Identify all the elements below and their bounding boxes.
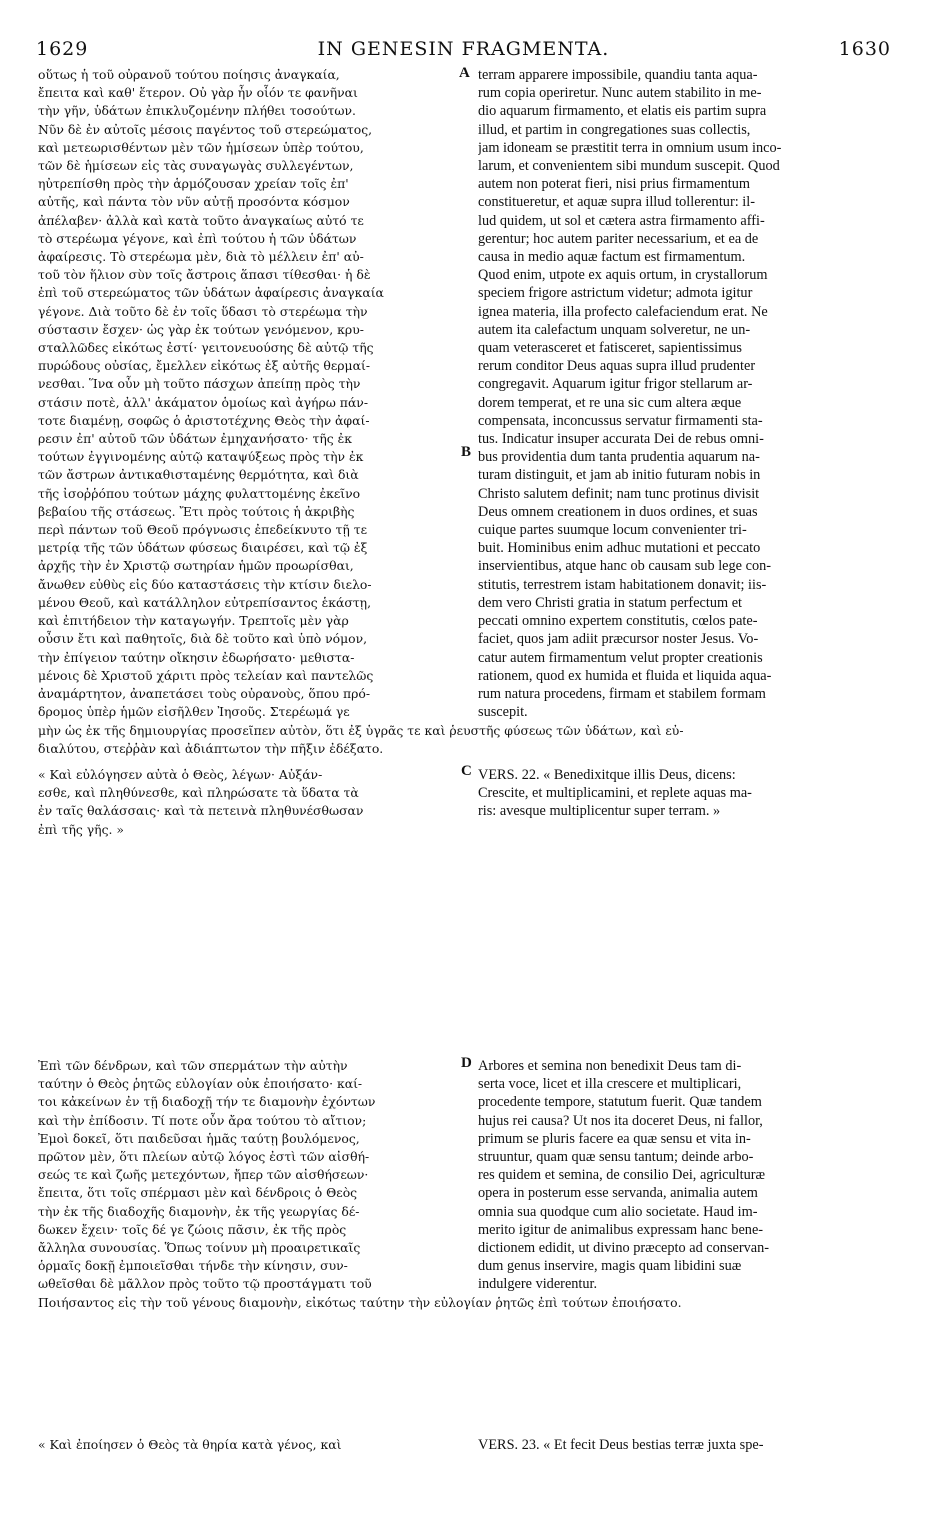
text-line: « Καὶ εὐλόγησεν αὐτὰ ὁ Θεὸς, λέγων· Αὐξάν- bbox=[38, 767, 323, 782]
text-line: καὶ μετεωρισθέντων μὲν τῶν ἡμίσεων ὑπὲρ τούτου, bbox=[38, 139, 364, 155]
margin-mark-d: D bbox=[461, 1055, 472, 1071]
text-line: terram apparere impossibile, quandiu tanta aqua- bbox=[478, 67, 758, 83]
text-line: Christo salutem definit; nam tunc protinus divisit bbox=[478, 485, 760, 502]
latin-verse-22 bbox=[478, 766, 890, 821]
text-line: περὶ πάντων τοῦ Θεοῦ πρόγνωσις ἐπεδείκνυτο τῇ τε bbox=[38, 522, 368, 538]
text-line: ἀναμάρτητον, ἀναπετάσει τοὺς οὐρανοὺς, ὅπου πρό- bbox=[38, 685, 371, 701]
greek-verse-23 bbox=[38, 1436, 462, 1454]
text-line: serta voce, licet et illa crescere et multiplicari, bbox=[478, 1076, 742, 1093]
text-line: omnia sua quodque cum alio societate. Haud im- bbox=[478, 1203, 758, 1220]
text-line: ἄνωθεν εὐθὺς εἰς δύο καταστάσεις τὴν κτίσιν διελο- bbox=[38, 576, 372, 592]
text-line: merito igitur de animalibus expressam hanc bene- bbox=[478, 1221, 764, 1238]
text-line: νεσθαι. Ἵνα οὖν μὴ τοῦτο πάσχων ἀπείπῃ πρὸς τὴν bbox=[38, 376, 361, 392]
text-line: causa in medio aquæ factum est firmamentum. bbox=[478, 249, 746, 266]
text-line: τὴν ἐπίγειον ταύτην οἴκησιν ἐδωρήσατο· μεθιστα- bbox=[38, 649, 355, 665]
text-line: τοτε διαμένῃ, σοφῶς ὁ ἀριστοτέχνης Θεὸς τὴν ἀφαί- bbox=[38, 412, 370, 428]
text-line: buit. Hominibus enim adhuc mutationi et peccato bbox=[478, 540, 761, 557]
text-line: τῶν δὲ ἡμίσεων εἰς τὰς συναγωγὰς συλλεγέντων, bbox=[38, 158, 354, 174]
text-line: γέγονε. Διὰ τοῦτο δὲ ἐν τοῖς ὕδασι τὸ στερέωμα τὴν bbox=[38, 303, 368, 319]
text-line: στάσιν ποτὲ, ἀλλ' ἀκάματον ὁμοίως καὶ ἀγήρω πάν- bbox=[38, 394, 369, 410]
text-line: σεώς τε καὶ ζωῆς μετεχόντων, ἤπερ τῶν αἰσθήσεων· bbox=[38, 1167, 369, 1183]
text-line: τοῦ τὸν ἥλιον σὺν τοῖς ἄστροις ἅπασι τίθεσθαι· ἡ δὲ bbox=[38, 267, 371, 283]
page-number-right: 1630 bbox=[838, 38, 891, 60]
text-line: larum, et convenientem sibi mundum suscepit. Quod bbox=[478, 158, 780, 175]
text-line: σταλλῶδες εἰκότως ἐστί· γειτονευούσης δὲ αὐτῷ τῆς bbox=[38, 340, 374, 356]
text-line: καὶ τὴν ἐπίδοσιν. Τί ποτε οὖν ἄρα τούτου τὸ αἴτιον; bbox=[38, 1112, 367, 1128]
text-line: catur autem firmamentum velut propter creationis bbox=[478, 649, 763, 666]
text-line: ωθεῖσθαι δὲ μᾶλλον πρὸς τοῦτο τῷ προστάγματι τοῦ bbox=[38, 1276, 372, 1292]
text-line: ταύτην ὁ Θεὸς ῥητῶς εὐλογίαν οὐκ ἐποιήσατο· καί- bbox=[38, 1076, 363, 1092]
greek-verse-22 bbox=[38, 766, 462, 839]
text-line: Ποιήσαντος εἰς τὴν τοῦ γένους διαμονὴν, εἰκότως ταύτην τὴν εὐλογίαν ῥητῶς ἐπὶ τούτων ἐποιήσατο. bbox=[38, 1295, 682, 1310]
text-line: δωκεν ἔχειν· τοῖς δέ γε ζώοις πᾶσιν, ἐκ τῆς πρὸς bbox=[38, 1221, 347, 1237]
greek-column-1 bbox=[38, 66, 462, 721]
text-line: lud quidem, ut sol et cætera astra firmamento affi- bbox=[478, 212, 765, 229]
text-line: constitueretur, et aquæ supra illud tollerentur: il- bbox=[478, 194, 755, 211]
text-line: Ἐπὶ τῶν δένδρων, καὶ τῶν σπερμάτων τὴν αὐτὴν bbox=[38, 1058, 348, 1073]
text-line: rationem, quod ex humida et fluida et liquida aqua- bbox=[478, 667, 772, 684]
text-line: dum genus inservire, magis quam libidini suæ bbox=[478, 1258, 742, 1275]
text-line: μένοις δὲ Χριστοῦ χάριτι πρὸς τελείαν καὶ παντελῶς bbox=[38, 667, 374, 683]
text-line: autem non poterat fieri, nisi prius firmamentum bbox=[478, 176, 750, 193]
text-line: bus providentia dum tanta prudentia aquarum na- bbox=[478, 449, 760, 466]
text-line: stitutis, terrestrem istam habitationem donavit; iis- bbox=[478, 576, 767, 593]
text-line: dictionem edidit, ut divino præcepto ad conservan- bbox=[478, 1240, 770, 1257]
text-line: peccati omnino expertem constitutis, cœlos pate- bbox=[478, 613, 758, 630]
text-line: « Καὶ ἐποίησεν ὁ Θεὸς τὰ θηρία κατὰ γένος, καὶ bbox=[38, 1437, 342, 1452]
margin-mark-c: C bbox=[461, 763, 472, 779]
text-line: Arbores et semina non benedixit Deus tam di- bbox=[478, 1058, 742, 1074]
text-line: ἄλληλα συνουσίας. Ὅπως τοίνυν μὴ προαιρετικαῖς bbox=[38, 1240, 361, 1256]
text-line: Crescite, et multiplicamini, et replete aquas ma- bbox=[478, 785, 752, 802]
text-line: μὴν ὡς ἐκ τῆς δημιουργίας προσεῖπεν αὐτὸν, ὅτι ἐξ ὑγρᾶς τε καὶ ῥευστῆς φύσεως τῶν ὑδάτων, καὶ εὐ- bbox=[38, 723, 684, 738]
text-line: autem ita calefactum unquam solveretur, ne un- bbox=[478, 321, 751, 338]
text-line: οὖσιν ἔτι καὶ παθητοῖς, διὰ δὲ τοῦτο καὶ ὑπὸ νόμον, bbox=[38, 631, 368, 647]
latin-verse-23 bbox=[478, 1436, 890, 1454]
text-line: ἔπειτα καὶ καθ' ἕτερον. Οὐ γὰρ ἦν οἷόν τε φανῆναι bbox=[38, 85, 358, 101]
text-line: ἐπὶ τῆς γῆς. » bbox=[38, 821, 124, 837]
text-line: Quod enim, utpote ex aquis ortum, in crystallorum bbox=[478, 267, 768, 284]
text-line: cuique partes suumque locum convenienter tri- bbox=[478, 522, 747, 539]
text-line: ἀπέλαβεν· ἀλλὰ καὶ κατὰ τοῦτο ἀναγκαίως αὐτό τε bbox=[38, 212, 364, 228]
text-line: ὁρμαῖς δοκῇ ἐμποιεῖσθαι τήνδε τὴν κίνησιν, συν- bbox=[38, 1258, 348, 1274]
text-line: μένου Θεοῦ, καὶ κατάλληλον εὐτρεπίσαντος ἑκάστῃ, bbox=[38, 594, 372, 610]
greek-column-3 bbox=[38, 1057, 462, 1294]
margin-mark-b: B bbox=[461, 444, 472, 460]
latin-column-1 bbox=[478, 66, 890, 721]
text-line: ἐπὶ τοῦ στερεώματος τῶν ὑδάτων ἀφαίρεσις ἀναγκαία bbox=[38, 285, 384, 301]
text-line: τούτων ἐγγινομένης αὐτῷ καταψύξεως πρὸς τὴν ἐκ bbox=[38, 449, 364, 465]
text-line: καὶ ἐπιτήδειον τὴν καταγωγήν. Τρεπτοῖς μὲν γὰρ bbox=[38, 613, 349, 629]
text-line: ἐν ταῖς θαλάσσαις· καὶ τὰ πετεινὰ πληθυνέσθωσαν bbox=[38, 803, 364, 819]
text-line: opera in posterum esse servanda, animalia autem bbox=[478, 1185, 758, 1202]
text-line: ηὐτρεπίσθη πρὸς τὴν ἁρμόζουσαν χρείαν τοῖς ἐπ' bbox=[38, 176, 349, 192]
text-line: indulgere viderentur. bbox=[478, 1276, 598, 1293]
text-line: primum se pluris facere ea quæ sensu et vita in- bbox=[478, 1130, 751, 1147]
latin-column-3 bbox=[478, 1057, 890, 1294]
text-line: ρεσιν ἐπ' αὐτοῦ τῶν ὑδάτων ἐμηχανήσατο· τῆς ἐκ bbox=[38, 431, 353, 447]
greek-continuation-2 bbox=[38, 1294, 890, 1312]
text-line: πυρώδους οὐσίας, ἔμελλεν εἰκότως ἐξ αὐτῆς θερμαί- bbox=[38, 358, 371, 374]
running-title: IN GENESIN FRAGMENTA. bbox=[317, 38, 610, 60]
text-line: ἀφαίρεσις. Τὸ στερέωμα μὲν, διὰ τὸ μέλλειν ἐπ' αὐ- bbox=[38, 249, 364, 265]
text-line: dorem temperat, et re una sic cum altera æque bbox=[478, 394, 742, 411]
text-line: οὕτως ἡ τοῦ οὐρανοῦ τούτου ποίησις ἀναγκαία, bbox=[38, 67, 340, 82]
text-line: τοι κἀκείνων ἐν τῇ διαδοχῇ τήν τε διαμονὴν ἐχόντων bbox=[38, 1094, 376, 1110]
text-line: rerum conditor Deus aquas supra illud prudenter bbox=[478, 358, 756, 375]
text-line: βεβαίου τῆς στάσεως. Ἔτι πρὸς τούτοις ἡ ἀκριβὴς bbox=[38, 503, 355, 519]
text-line: ris: avesque multiplicentur super terram. » bbox=[478, 803, 721, 820]
text-line: procedente tempore, statutum fuerit. Quæ tandem bbox=[478, 1094, 762, 1111]
text-line: congregavit. Aquarum igitur frigor stellarum ar- bbox=[478, 376, 753, 393]
text-line: dio aquarum firmamento, et elatis eis partim supra bbox=[478, 103, 767, 120]
text-line: τῶν ἄστρων ἀντικαθισταμένης θερμότητα, καὶ διὰ bbox=[38, 467, 359, 483]
text-line: compensata, inconcussus servatur firmamenti sta- bbox=[478, 412, 763, 429]
text-line: VERS. 22. « Benedixitque illis Deus, dicens: bbox=[478, 767, 736, 783]
text-line: Deus omnem creationem in duos ordines, et suas bbox=[478, 503, 758, 520]
text-line: ignea materia, illa profecto calefaciendum erat. Ne bbox=[478, 303, 768, 320]
text-line: suscepit. bbox=[478, 704, 528, 721]
text-line: gerentur; hoc autem pariter necessarium, et ea de bbox=[478, 230, 759, 247]
text-line: δρομος ὑπὲρ ἡμῶν εἰσῆλθεν Ἰησοῦς. Στερέωμά γε bbox=[38, 704, 350, 720]
margin-mark-a: A bbox=[459, 65, 470, 81]
page-header bbox=[36, 38, 891, 62]
page-number-left: 1629 bbox=[36, 38, 89, 60]
text-line: εσθε, καὶ πληθύνεσθε, καὶ πληρώσατε τὰ ὕδατα τὰ bbox=[38, 785, 359, 801]
text-line: speciem frigore astrictum videtur; admota igitur bbox=[478, 285, 753, 302]
text-line: τὴν ἐκ τῆς διαδοχῆς διαμονὴν, ἐκ τῆς γεωργίας δέ- bbox=[38, 1203, 360, 1219]
text-line: tus. Indicatur insuper accurata Dei de rebus omni- bbox=[478, 431, 764, 448]
text-line: turam distinguit, et jam ab initio futuram nobis in bbox=[478, 467, 761, 484]
text-line: πρῶτον μὲν, ὅτι πλείων αὐτῷ λόγος ἐστὶ τῶν αἰσθή- bbox=[38, 1149, 370, 1165]
text-line: struuntur, quam quæ sensu tantum; deinde arbo- bbox=[478, 1149, 754, 1166]
text-line: διαλύτου, στεῤῥὰν καὶ ἀδιάπτωτον τὴν πῆξιν ἐδέξατο. bbox=[38, 741, 384, 757]
text-line: rum natura procedens, firmam et stabilem formam bbox=[478, 685, 766, 702]
text-line: rum copia operiretur. Nunc autem stabilito in me- bbox=[478, 85, 762, 102]
text-line: Ἐμοὶ δοκεῖ, ὅτι παιδεῦσαι ἡμᾶς ταύτῃ βουλόμενος, bbox=[38, 1130, 360, 1146]
text-line: dem vero Christi gratia in statum perfectum et bbox=[478, 594, 743, 611]
text-line: faciet, quos jam adiit præcursor noster Jesus. Vo- bbox=[478, 631, 759, 648]
text-line: hujus rei causa? Ut nos ita doceret Deus, ni fallor, bbox=[478, 1112, 763, 1129]
text-line: jam idoneam se præstitit terra in omnium usum inco- bbox=[478, 139, 782, 156]
text-line: VERS. 23. « Et fecit Deus bestias terræ juxta spe- bbox=[478, 1437, 764, 1453]
text-line: μετρίᾳ τῆς τῶν ὑδάτων φύσεως διαιρέσει, καὶ τῷ ἐξ bbox=[38, 540, 368, 556]
text-line: Νῦν δὲ ἐν αὐτοῖς μέσοις παγέντος τοῦ στερεώματος, bbox=[38, 121, 373, 137]
text-line: ἔπειτα, ὅτι τοῖς σπέρμασι μὲν καὶ δένδροις ὁ Θεὸς bbox=[38, 1185, 358, 1201]
text-line: ἀρχῆς τὴν ἐν Χριστῷ σωτηρίαν ἡμῶν προωρίσθαι, bbox=[38, 558, 354, 574]
text-line: inservientibus, atque hanc ob causam sub lege con- bbox=[478, 558, 771, 575]
text-line: quam veterasceret et fatisceret, sapientissimus bbox=[478, 340, 742, 357]
text-line: τὴν γῆν, ὑδάτων ἐπικλυζομένην πλήθει τοσούτων. bbox=[38, 103, 356, 119]
text-line: res quidem et semina, de consilio Dei, agriculturæ bbox=[478, 1167, 766, 1184]
text-line: αὐτῆς, καὶ πάντα τὸν νῦν αὐτῇ προσόντα κόσμον bbox=[38, 194, 350, 210]
text-line: illud, et partim in congregationes suas collectis, bbox=[478, 121, 751, 138]
text-line: τὸ στερέωμα γέγονε, καὶ ἐπὶ τούτου ἡ τῶν ὑδάτων bbox=[38, 230, 357, 246]
text-line: τῆς ἰσοῤῥόπου τούτων μάχης φυλαττομένης ἐκεῖνο bbox=[38, 485, 361, 501]
greek-continuation-1 bbox=[38, 722, 890, 758]
text-line: σύστασιν ἔσχεν· ὡς γὰρ ἐκ τούτων γενόμενον, κρυ- bbox=[38, 321, 364, 337]
